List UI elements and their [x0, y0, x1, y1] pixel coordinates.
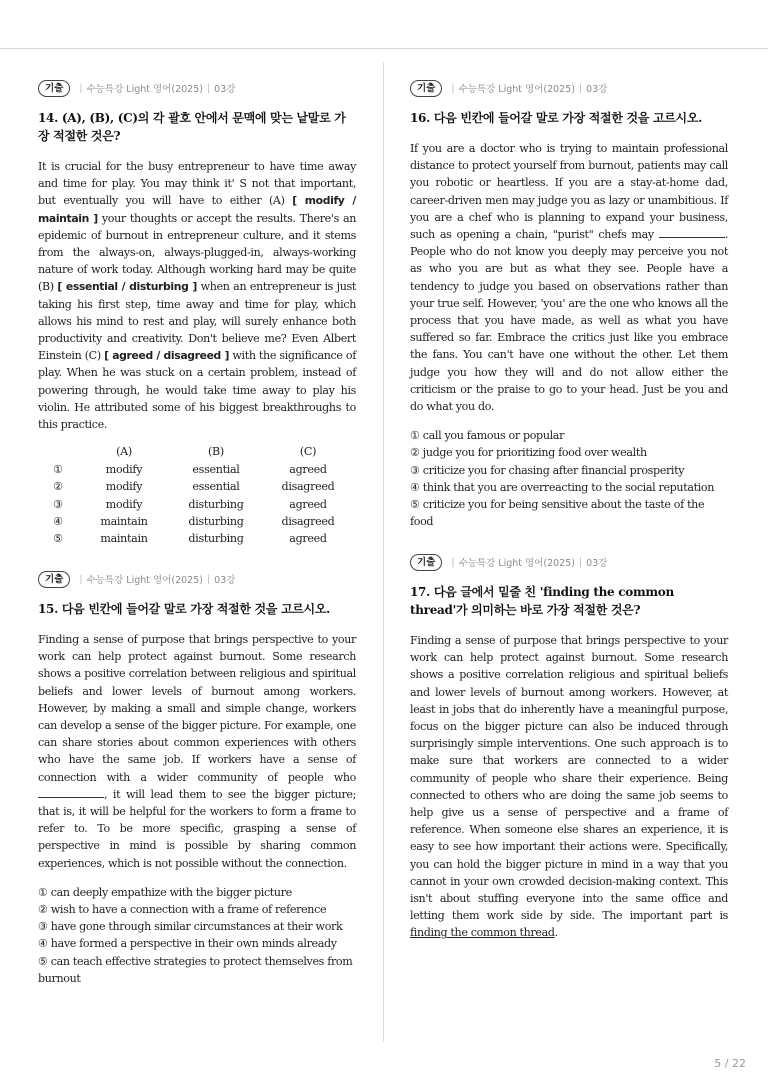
lesson-label: 03강 [214, 84, 236, 95]
passage-text: Finding a sense of purpose that brings perspective to your work can help protect against burnout. Some research shows a positive correlation between religious and spiritual beliefs and lower levels of burnout among workers. However, by making a small and simple change, workers can develop a sense of the bigger picture. For example, one can share stories about common experiences with others who have the same job. If workers have a sense of connection with a wider community of people who [38, 633, 356, 784]
choice-item[interactable]: ① call you famous or popular [410, 429, 565, 443]
source-label: 수능특강 Light 영어(2025) [86, 575, 203, 586]
table-header-cell [38, 443, 78, 460]
choice-item[interactable]: ③ criticize you for chasing after financial prosperity [410, 463, 685, 477]
table-header-cell: (A) [116, 445, 132, 459]
passage [38, 631, 356, 872]
tag-separator: | [206, 573, 211, 585]
question-tag-row [38, 570, 356, 588]
answer-table-header [38, 443, 354, 460]
question-title: 14. (A), (B), (C)의 각 괄호 안에서 문맥에 맞는 낱말로 가장 적절한 것은? [38, 111, 346, 143]
option-number: ② [53, 480, 63, 494]
option-cell: agreed [289, 462, 327, 476]
option-cell: modify [105, 462, 143, 476]
option-number: ⑤ [53, 532, 63, 546]
tag-separator: | [79, 573, 83, 585]
answer-blank [38, 787, 104, 798]
answer-option-row[interactable] [38, 495, 354, 512]
table-header-cell: (B) [208, 445, 224, 459]
lesson-label: 03강 [586, 558, 608, 569]
option-cell: agreed [289, 497, 327, 511]
exam-badge: 기출 [410, 80, 442, 97]
option-cell: disturbing [188, 515, 244, 528]
choice-item[interactable]: ⑤ can teach effective strategies to protect themselves from burnout [38, 954, 353, 985]
answer-option-row[interactable] [38, 461, 354, 478]
source-label: 수능특강 Light 영어(2025) [86, 84, 203, 95]
passage-text: your thoughts or accept the results. There's an epidemic of burnout in entrepreneur culture, and it stems from the always-on, always-plugged-in, always-working nature of work today. Although working hard may be quite (B) [38, 211, 357, 294]
exam-badge: 기출 [38, 80, 70, 97]
option-number: ① [53, 462, 63, 476]
option-cell: modify [105, 480, 143, 494]
answer-table [38, 443, 354, 547]
passage-text: If you are a doctor who is trying to maintain professional distance to protect yourself from burnout, patients may call you robotic or heartless. If you are a stay-at-home dad, career-driven men may judge you as lazy or unambitious. If you are a chef who is planning to expand your business, such as opening a chain, "purist" chefs may [410, 142, 728, 242]
option-cell: essential [192, 462, 240, 476]
column-divider [383, 62, 384, 1042]
answer-blank [659, 227, 725, 238]
choice-item[interactable]: ③ have gone through similar circumstances at their work [38, 920, 343, 934]
underlined-phrase: finding the common thread [410, 926, 555, 940]
question-15 [38, 570, 356, 987]
question-tag-row [410, 79, 728, 97]
option-cell: disturbing [188, 497, 244, 511]
passage-text: with the significance of play. When he was stuck on a certain problem, instead of powering through, he would take time away to play his violin. He attributed some of his biggest breakthroughs to this practice. [38, 349, 356, 432]
answer-option-row[interactable] [38, 478, 354, 495]
lesson-label: 03강 [586, 84, 608, 95]
tag-separator: | [451, 556, 455, 568]
choice-item[interactable]: ① can deeply empathize with the bigger picture [38, 885, 292, 899]
exam-badge: 기출 [38, 571, 70, 588]
header-rule [0, 48, 768, 49]
table-header-cell: (C) [299, 445, 317, 459]
choice-item[interactable]: ② judge you for prioritizing food over wealth [410, 446, 647, 460]
choice-list [410, 427, 728, 530]
choice-bracket-a: [ modify / maintain ] [38, 194, 357, 225]
option-cell: agreed [289, 532, 327, 546]
source-label: 수능특강 Light 영어(2025) [458, 84, 575, 95]
option-cell: maintain [100, 532, 148, 546]
passage-text: , it will lead them to see the bigger picture; that is, it will be helpful for the workers to form a frame to refer to. To be more specific, grasping a sense of perspective in mind is possible by sharing common experiences, which is not possible without the connection. [38, 787, 356, 870]
choice-item[interactable]: ④ have formed a perspective in their own minds already [38, 937, 337, 951]
passage-text: . [554, 926, 558, 940]
passage-text: It is crucial for the busy entrepreneur to have time away and time for play. You may think it' S not that important, but eventually you will have to either (A) [38, 160, 356, 208]
option-cell: disagreed [281, 515, 335, 528]
question-14 [38, 79, 356, 548]
question-title: 15. 다음 빈칸에 들어갈 말로 가장 적절한 것을 고르시오. [38, 602, 331, 616]
question-tag-row [410, 553, 728, 571]
answer-option-row[interactable] [38, 513, 354, 530]
option-number: ③ [53, 497, 63, 511]
choice-item[interactable]: ④ think that you are overreacting to the social reputation [410, 480, 715, 494]
question-title: 16. 다음 빈칸에 들어갈 말로 가장 적절한 것을 고르시오. [410, 111, 703, 125]
option-cell: essential [192, 480, 240, 494]
question-17 [410, 553, 728, 942]
passage [410, 140, 728, 415]
question-tag-row [38, 79, 356, 97]
option-cell: modify [105, 497, 143, 511]
question-title: 17. 다음 글에서 밑줄 친 'finding the common thread'가 의미하는 바로 가장 적절한 것은? [410, 585, 674, 617]
tag-separator: | [451, 82, 455, 94]
option-cell: maintain [100, 515, 148, 528]
passage [410, 632, 728, 942]
option-cell: disagreed [281, 480, 335, 494]
exam-badge: 기출 [410, 554, 442, 571]
option-number: ④ [53, 515, 63, 528]
question-16 [410, 79, 728, 530]
tag-separator: | [206, 82, 211, 94]
choice-item[interactable]: ② wish to have a connection with a frame of reference [38, 903, 327, 917]
choice-bracket-c: [ agreed / disagreed ] [104, 349, 230, 363]
tag-separator: | [578, 556, 583, 568]
source-label: 수능특강 Light 영어(2025) [458, 558, 575, 569]
answer-option-row[interactable] [38, 530, 354, 547]
choice-list [38, 884, 356, 987]
lesson-label: 03강 [214, 575, 236, 586]
passage-text: Finding a sense of purpose that brings perspective to your work can help protect against burnout. Some research shows a positive correlation religious and spiritual beliefs and lower levels of burnout among workers. However, at least in jobs that do inherently have a meaningful purpose, focus on the bigger picture can also be induced through surprisingly simple interventions. One such approach is to make sure that workers are connected to a wider community of people who share their experience. Being connected to others who are doing the same job seems to help give us a sense of perspective and a frame of reference. When someone else shares an experience, it is easy to see how important their actions were. Specifically, you can hold the bigger picture in mind in a way that you cannot in your own crowded decision-making context. This isn't about stuffing everyone into the same office and letting them work side by side. The important part is [410, 634, 728, 923]
choice-bracket-b: [ essential / disturbing ] [57, 280, 197, 294]
choice-item[interactable]: ⑤ criticize you for being sensitive about the taste of the food [410, 498, 705, 529]
tag-separator: | [578, 82, 583, 94]
passage-text: . People who do not know you deeply may perceive you not as who you are but as what they see. People have a tendency to judge you based on observations rather than your true self. However, 'you' are the one who knows all the process that you have made, as well as what you have suffered so far. Embrace the critics just like you embrace the fans. You can't have one without the other. Let them judge you how they will and do not allow either the criticism or the praise to go to your head. Just be you and do what you do. [410, 228, 728, 414]
tag-separator: | [79, 82, 83, 94]
option-cell: disturbing [188, 532, 244, 546]
passage [38, 158, 356, 433]
passage-text: when an entrepreneur is just taking his first step, time away and time for play, which allows his mind to rest and play, will surely enhance both productivity and creativity. Don't believe me? Even Albert Einstein (C) [38, 280, 357, 363]
page-number: 5 / 22 [714, 1057, 746, 1070]
